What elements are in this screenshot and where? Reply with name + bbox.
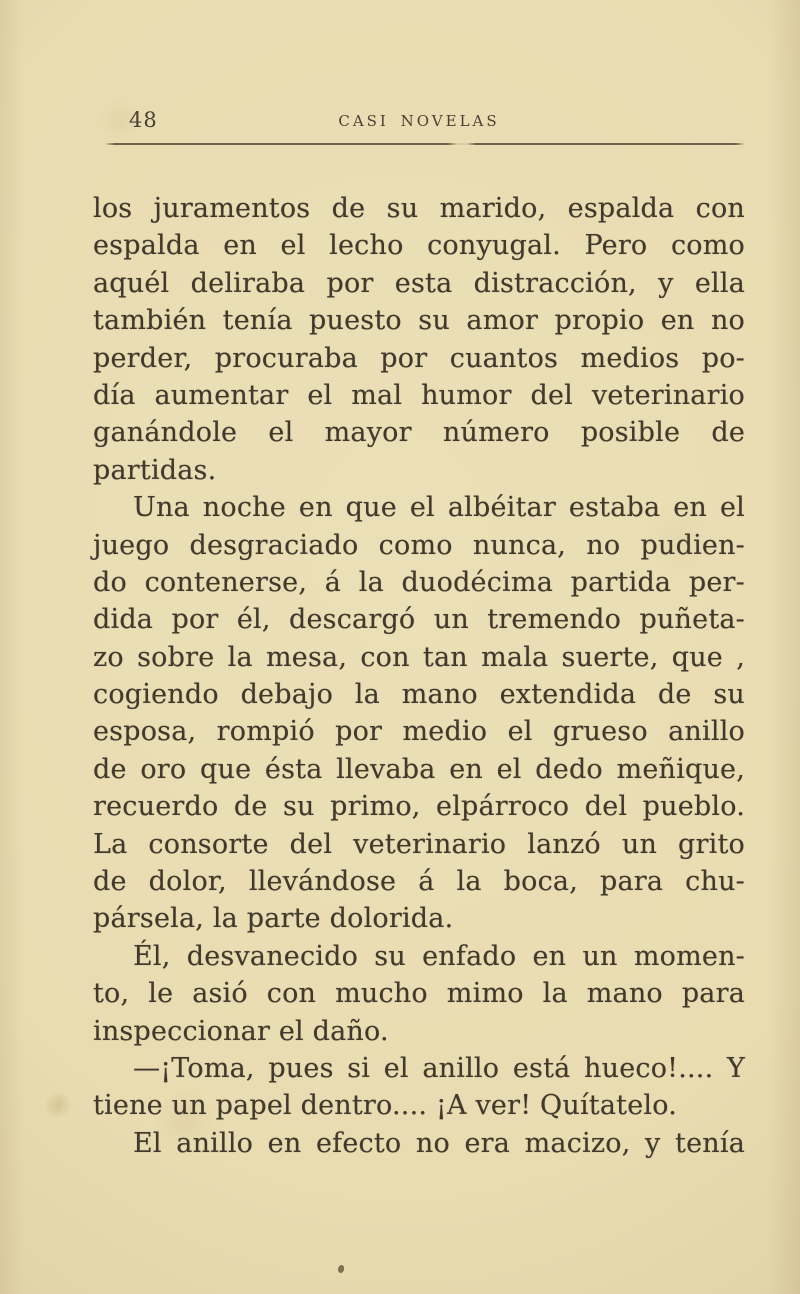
text-line: también tenía puesto su amor propio en no	[93, 305, 745, 337]
text-line: perder, procuraba por cuantos medios po-	[93, 342, 745, 374]
text-line: inspeccionar el daño.	[93, 1015, 389, 1047]
text-line: to, le asió con mucho mimo la mano para	[93, 978, 745, 1010]
page-number: 48	[129, 108, 158, 132]
text-line: Una noche en que el albéitar estaba en el	[133, 492, 745, 524]
text-line: esposa, rompió por medio el grueso anillo	[93, 716, 745, 748]
ink-speck	[338, 1265, 344, 1273]
text-line: zo sobre la mesa, con tan mala suerte, que ,	[93, 641, 745, 673]
text-line: de dolor, llevándose á la boca, para chu-	[93, 866, 745, 898]
text-line: dida por él, descargó un tremendo puñeta-	[93, 604, 745, 636]
text-line: pársela, la parte dolorida.	[93, 903, 454, 935]
text-line: aquél deliraba por esta distracción, y ella	[93, 267, 745, 299]
text-line: —¡Toma, pues si el anillo está hueco!.... Y	[133, 1052, 745, 1084]
header-rule	[105, 143, 745, 145]
text-line: do contenerse, á la duodécima partida per-	[93, 566, 745, 598]
text-line: El anillo en efecto no era macizo, y tenía	[133, 1127, 745, 1159]
text-line: los juramentos de su marido, espalda con	[93, 193, 745, 224]
text-line: espalda en el lecho conyugal. Pero como	[93, 230, 745, 262]
text-line: tiene un papel dentro.... ¡A ver! Quítatelo.	[93, 1090, 677, 1122]
running-header-title: CASI NOVELAS	[338, 112, 500, 130]
text-line: La consorte del veterinario lanzó un grito	[93, 828, 745, 860]
text-line: ganándole el mayor número posible de	[93, 417, 745, 449]
text-line: partidas.	[93, 454, 217, 486]
text-line: día aumentar el mal humor del veterinario	[93, 379, 745, 411]
text-line: juego desgraciado como nunca, no pudien-	[93, 529, 745, 561]
body-text	[93, 190, 745, 1162]
text-line: recuerdo de su primo, elpárroco del pueblo.	[93, 791, 745, 823]
text-line: cogiendo debajo la mano extendida de su	[93, 679, 745, 711]
page-header	[93, 104, 745, 138]
text-line: de oro que ésta llevaba en el dedo meñique,	[93, 753, 745, 785]
text-line: Él, desvanecido su enfado en un momen-	[133, 940, 745, 972]
